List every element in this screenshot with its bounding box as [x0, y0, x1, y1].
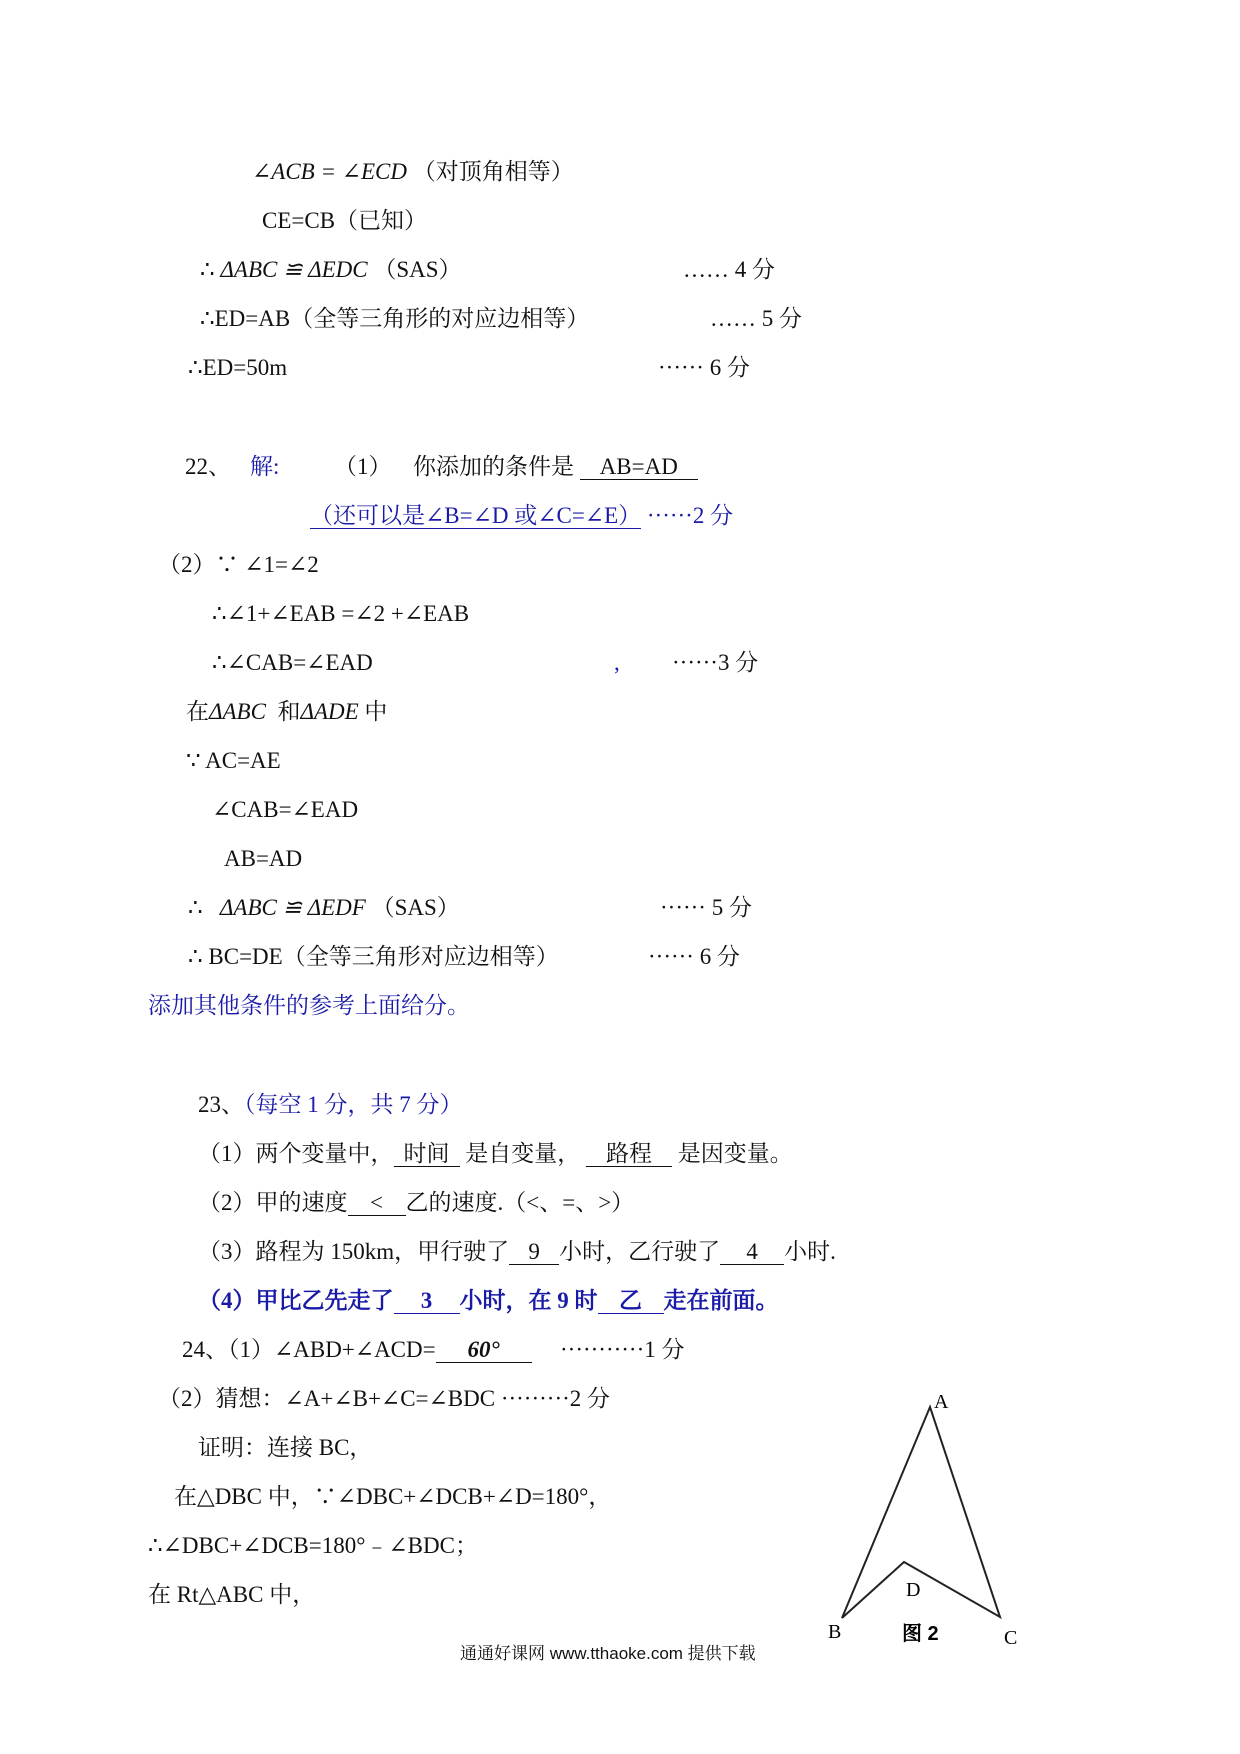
s24-line5: ∴∠DBC+∠DCB=180°﹣∠BDC； [148, 1533, 478, 1558]
s22-line-angle: ∠CAB=∠EAD [212, 797, 359, 822]
congruence-note: （SAS） [373, 257, 462, 282]
label-b: B [828, 1621, 842, 1643]
s22-score-5: ······ 5 分 [660, 895, 752, 920]
figure-arrow-shape [842, 1407, 1000, 1618]
s23-q3 [198, 1238, 836, 1266]
s23-q2 [198, 1189, 634, 1217]
s21-score-4: …… 4 分 [683, 257, 775, 282]
q3-text-d: 小时. [784, 1239, 836, 1264]
q3-text-a: （3）路程为 150km，甲行驶了 [198, 1239, 510, 1264]
s24-q1-text: 24、（1）∠ABD+∠ACD= [182, 1337, 436, 1362]
text-zai: 在 [186, 699, 209, 724]
s21-score-6: ······ 6 分 [658, 355, 750, 380]
s24-score-1: ···········1 分 [560, 1337, 685, 1362]
condition-blank: AB=AD [580, 455, 698, 480]
q3-blank-jia: 9 [509, 1240, 559, 1265]
figure-2-diagram [820, 1390, 1040, 1650]
s22-line-sum: ∴∠1+∠EAB =∠2 +∠EAB [212, 601, 470, 626]
s22-number: 22、 [185, 454, 231, 479]
congruence-expr: ΔABC ≌ ΔEDC [220, 257, 368, 282]
s24-line4: 在△DBC 中，∵∠DBC+∠DCB+∠D=180°， [174, 1484, 612, 1509]
s22-line-triangles [186, 698, 387, 726]
s23-header-note: （每空 1 分，共 7 分） [244, 1092, 463, 1117]
s23-q4 [198, 1287, 779, 1315]
s22-score-3: ······3 分 [672, 650, 759, 675]
condition-label: 你添加的条件是 [413, 454, 574, 479]
s21-line-ce-cb: CE=CB（已知） [262, 208, 428, 233]
s23-number: 23、 [198, 1092, 244, 1117]
q1-text-d: 是因变量。 [677, 1141, 793, 1166]
s21-angle-note: （对顶角相等） [412, 159, 574, 184]
s22-note: 添加其他条件的参考上面给分。 [148, 993, 470, 1018]
q1-blank-time: 时间 [394, 1142, 460, 1167]
q2-blank: < [348, 1191, 406, 1216]
s22-line-ab-ad: AB=AD [224, 846, 303, 871]
s22-condition [413, 453, 698, 481]
s23-q1 [198, 1140, 793, 1168]
s24-line1 [182, 1336, 532, 1364]
s24-line2: （2）猜想：∠A+∠B+∠C=∠BDC ·········2 分 [158, 1386, 611, 1411]
footer-text: 通通好课网 www.tthaoke.com 提供下载 [460, 1644, 756, 1663]
congruence-note: （SAS） [371, 895, 460, 920]
q3-blank-yi: 4 [720, 1240, 784, 1265]
s22-line-cab-ead: ∴∠CAB=∠EAD [212, 650, 373, 675]
s24-q1-blank: 60° [436, 1338, 532, 1363]
s21-angle-expr: ∠ACB = ∠ECD [252, 159, 408, 184]
s22-line-ac-ae: ∵ AC=AE [186, 748, 281, 773]
alternative-text: （还可以是∠B=∠D 或∠C=∠E） [310, 503, 642, 528]
s22-alternative [310, 502, 733, 530]
s24-line3: 证明：连接 BC， [198, 1435, 373, 1460]
q4-text-c: 小时，在 9 时 [459, 1288, 598, 1313]
q3-text-c: 小时，乙行驶了 [559, 1239, 721, 1264]
s21-line-ed-ab: ∴ED=AB（全等三角形的对应边相等） [200, 306, 590, 331]
s21-score-5: …… 5 分 [710, 306, 802, 331]
s23-header [198, 1091, 463, 1119]
triangle-abc: ΔABC [209, 699, 266, 724]
text-zhong: 中 [364, 699, 388, 724]
therefore-symbol: ∴ [200, 257, 215, 282]
q4-text-a: （4）甲比乙先走了 [198, 1288, 394, 1313]
q1-blank-distance: 路程 [586, 1142, 672, 1167]
q2-text-c: 乙的速度.（<、=、>） [405, 1190, 635, 1215]
s24-line6: 在 Rt△ABC 中， [148, 1582, 316, 1607]
q4-blank-who: 乙 [598, 1289, 664, 1314]
figure-caption: 图 2 [902, 1623, 939, 1645]
label-c: C [1004, 1627, 1018, 1649]
s22-stray-mark: , [614, 650, 620, 675]
text-he: 和 [277, 699, 301, 724]
s22-part2: （2）∵ ∠1=∠2 [158, 552, 319, 577]
s21-line-ed-50: ∴ED=50m [188, 355, 288, 380]
q1-text-a: （1）两个变量中， [198, 1141, 394, 1166]
s22-score-6: ······ 6 分 [648, 944, 740, 969]
s21-line-congruent [200, 256, 462, 284]
q4-text-d: 走在前面。 [663, 1288, 779, 1313]
s22-jie: 解: [250, 454, 280, 479]
s22-line-bc-de: ∴ BC=DE（全等三角形对应边相等） [188, 944, 559, 969]
s22-line-congruent [188, 894, 460, 922]
congruence-expr: ΔABC ≌ ΔEDF [219, 895, 366, 920]
therefore-symbol: ∴ [188, 895, 203, 920]
q4-blank-hours: 3 [394, 1289, 460, 1314]
triangle-ade: ΔADE [300, 699, 359, 724]
q1-text-c: 是自变量， [465, 1141, 581, 1166]
q2-text-a: （2）甲的速度 [198, 1190, 348, 1215]
s22-part1: （1） [334, 454, 392, 479]
label-d: D [906, 1579, 921, 1601]
s21-line-angle-equal [252, 158, 574, 186]
alternative-score: ······2 分 [646, 503, 734, 528]
label-a: A [934, 1391, 949, 1413]
